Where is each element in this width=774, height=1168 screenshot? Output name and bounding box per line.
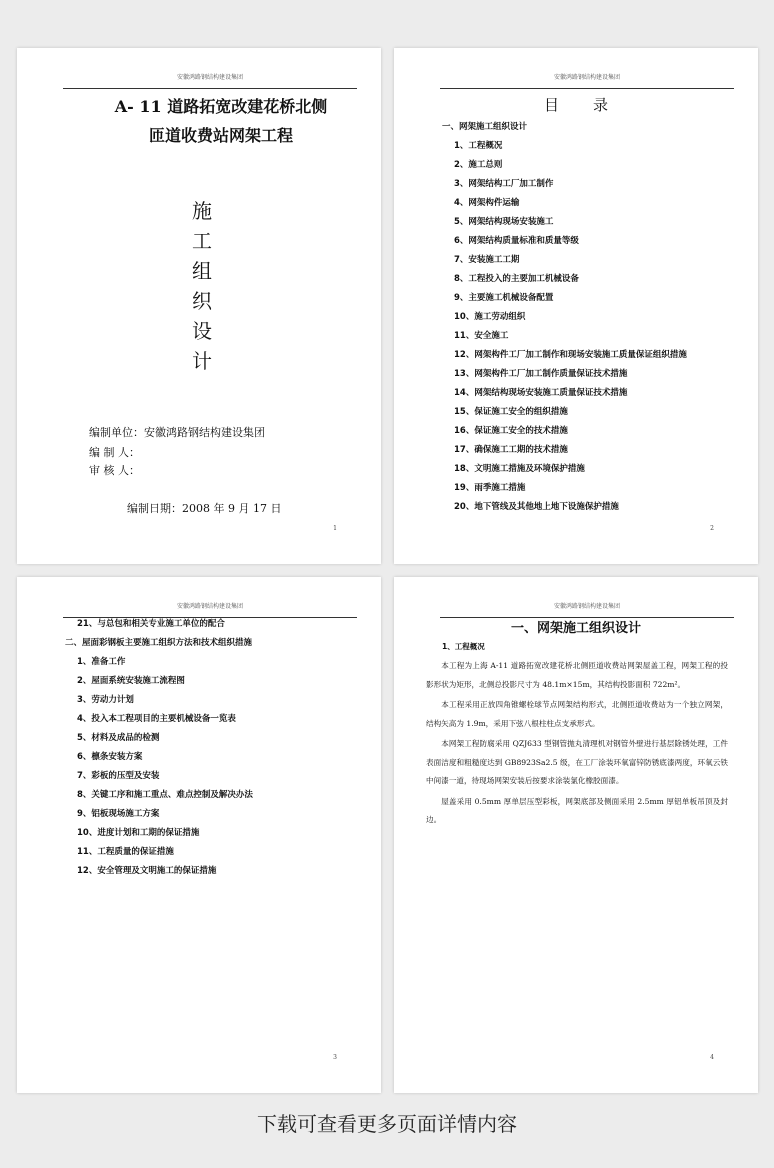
bottom-caption: 下载可查看更多页面详情内容 <box>257 1112 517 1136</box>
toc-entry: 6、檩条安装方案 <box>77 752 143 762</box>
compiling-unit: 编制单位：安徽鸿路钢结构建设集团 <box>89 426 265 439</box>
toc-entry: 一、网架施工组织设计 <box>442 122 528 132</box>
toc-entry: 2、屋面系统安装施工流程图 <box>77 676 185 686</box>
toc-entry: 3、劳动力计划 <box>77 695 134 705</box>
page-number: 2 <box>710 525 714 532</box>
toc-title: 目录 <box>543 96 642 114</box>
toc-entry: 7、彩板的压型及安装 <box>77 771 160 781</box>
vertical-title-char: 组 <box>192 259 212 283</box>
paragraph: 本网架工程防腐采用 QZJ633 型钢管抛丸清理机对钢管外壁进行基层除锈处理，工件表面洁度和粗糙度达到 GB8923Sa2.5 级，在工厂涂装环氧富锌防锈底漆两度，环氧云铁中间漆一道，待现场网架安装后按要求涂装氯化橡胶面漆。 <box>426 739 728 785</box>
vertical-title-char: 施 <box>192 199 212 223</box>
document-page-4 <box>394 577 758 1093</box>
toc-entry: 10、进度计划和工期的保证措施 <box>77 828 200 838</box>
cover-title-line-1: A- 11 道路拓宽改建花桥北侧 <box>114 97 328 116</box>
toc-entry: 13、网架构件工厂加工制作质量保证技术措施 <box>454 369 628 379</box>
paragraph: 本工程采用正放四角锥螺栓球节点网架结构形式，北侧匝道收费站为一个独立网架，结构矢高为 1.9m，采用下弦八根柱柱点支承形式。 <box>426 700 728 728</box>
section-title: 一、网架施工组织设计 <box>510 621 641 636</box>
toc-entry: 1、准备工作 <box>77 657 126 667</box>
page-header: 安徽鸿路钢结构建设集团 <box>63 601 357 618</box>
toc-entry: 2、施工总则 <box>454 160 503 170</box>
paragraph: 本工程为上海 A-11 道路拓宽改建花桥北侧匝道收费站网架屋盖工程，网架工程的投影形状为矩形，北侧总投影尺寸为 48.1m×15m，其结构投影面积 722m²。 <box>426 661 728 689</box>
vertical-title-char: 计 <box>192 349 212 373</box>
paragraph: 屋盖采用 0.5mm 厚单层压型彩板，网架底部及侧面采用 2.5mm 厚铝单板吊顶及封边。 <box>426 796 728 824</box>
page-number: 3 <box>333 1054 337 1061</box>
toc-entry: 17、确保施工工期的技术措施 <box>454 445 568 455</box>
cover-title-line-2: 匝道收费站网架工程 <box>148 126 293 145</box>
toc-list <box>65 615 363 881</box>
toc-entry: 二、屋面彩钢板主要施工组织方法和技术组织措施 <box>65 638 253 648</box>
page-header: 安徽鸿路钢结构建设集团 <box>440 72 734 89</box>
subsection-heading: 1、工程概况 <box>442 642 485 651</box>
toc-entry: 18、文明施工措施及环境保护措施 <box>454 464 585 474</box>
section-body <box>426 657 728 832</box>
toc-entry: 10、施工劳动组织 <box>454 312 526 322</box>
page-header: 安徽鸿路钢结构建设集团 <box>63 72 357 89</box>
toc-entry: 4、网架构件运输 <box>454 198 520 208</box>
editor-label: 编 制 人： <box>89 446 140 459</box>
toc-list <box>442 118 740 517</box>
toc-entry: 14、网架结构现场安装施工质量保证技术措施 <box>454 388 628 398</box>
toc-entry: 8、关键工序和施工重点、难点控制及解决办法 <box>77 790 253 800</box>
page-header: 安徽鸿路钢结构建设集团 <box>440 601 734 618</box>
toc-entry: 6、网架结构质量标准和质量等级 <box>454 236 579 246</box>
vertical-title <box>187 196 217 376</box>
toc-entry: 16、保证施工安全的技术措施 <box>454 426 568 436</box>
toc-entry: 12、网架构件工厂加工制作和现场安装施工质量保证组织措施 <box>454 350 687 360</box>
toc-entry: 20、地下管线及其他地上地下设施保护措施 <box>454 502 619 512</box>
toc-entry: 9、铝板现场施工方案 <box>77 809 160 819</box>
document-page-3 <box>17 577 381 1093</box>
toc-entry: 5、材料及成品的检测 <box>77 733 160 743</box>
vertical-title-char: 工 <box>192 229 212 253</box>
page-number: 1 <box>333 525 337 532</box>
toc-entry: 4、投入本工程项目的主要机械设备一览表 <box>77 714 236 724</box>
compile-date: 编制日期：2008 年 9 月 17 日 <box>127 502 282 515</box>
toc-entry: 21、与总包和相关专业施工单位的配合 <box>77 619 225 629</box>
toc-entry: 3、网架结构工厂加工制作 <box>454 179 554 189</box>
page-number: 4 <box>710 1054 714 1061</box>
vertical-title-char: 设 <box>192 319 212 343</box>
toc-entry: 5、网架结构现场安装施工 <box>454 217 554 227</box>
toc-entry: 11、安全施工 <box>454 331 509 341</box>
toc-entry: 8、工程投入的主要加工机械设备 <box>454 274 579 284</box>
toc-entry: 1、工程概况 <box>454 141 503 151</box>
vertical-title-char: 织 <box>192 289 212 313</box>
reviewer-label: 审 核 人： <box>89 464 140 477</box>
toc-entry: 9、主要施工机械设备配置 <box>454 293 554 303</box>
document-page-2 <box>394 48 758 564</box>
toc-entry: 15、保证施工安全的组织措施 <box>454 407 568 417</box>
document-page-1 <box>17 48 381 564</box>
toc-entry: 19、雨季施工措施 <box>454 483 526 493</box>
toc-entry: 12、安全管理及文明施工的保证措施 <box>77 866 217 876</box>
toc-entry: 7、安装施工工期 <box>454 255 520 265</box>
toc-entry: 11、工程质量的保证措施 <box>77 847 174 857</box>
